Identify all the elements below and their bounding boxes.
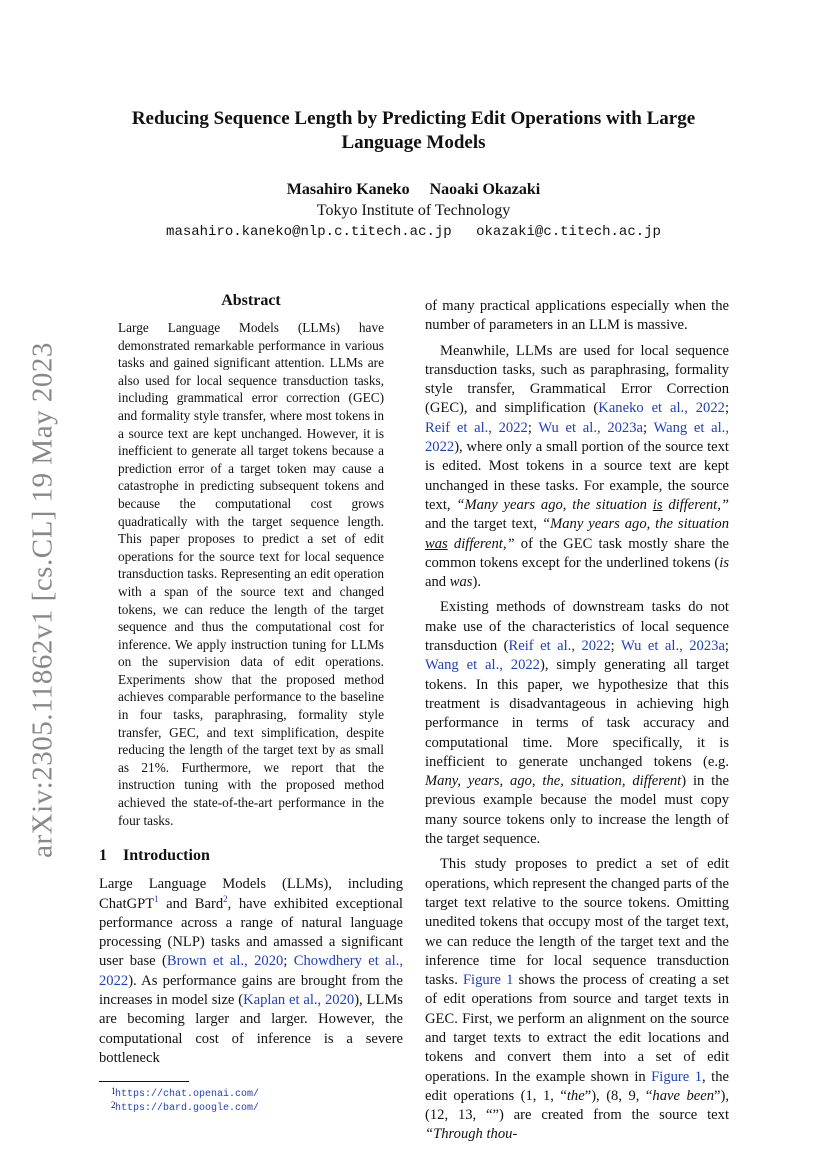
citation-link[interactable]: Wu et al., 2023a bbox=[538, 419, 643, 436]
author-email[interactable]: masahiro.kaneko@nlp.c.titech.ac.jp bbox=[166, 224, 452, 240]
abstract-heading: Abstract bbox=[221, 292, 281, 309]
email-list bbox=[90, 224, 737, 240]
footnote-mark[interactable]: 2 bbox=[223, 893, 228, 904]
paragraph-proposal: This study proposes to predict a set of edit operations, which represent the changed parts of the target text relative to the source tokens. Omitting unedited tokens that occupy most of the target text, we can reduce the length of the target text and the inference time for local sequence transduction tasks. Figure 1 shows the process of creating a set of edit operations from source and target texts in GEC. First, we perform an alignment on the source and target texts to extract the edit locations and tokens and convert them into a set of edit operations. In the example shown in Figure 1, the edit operations (1, 1, “the”), (8, 9, “have been”), (12, 13, “”) are created from the source text “Through thou- bbox=[425, 856, 730, 1143]
citation-link[interactable]: Brown et al., 2020 bbox=[166, 953, 284, 970]
author-name: Naoaki Okazaki bbox=[429, 181, 541, 198]
figure-reference-link[interactable]: Figure 1 bbox=[462, 972, 514, 989]
section-title-text: Introduction bbox=[123, 847, 210, 865]
citation-link[interactable]: Wang et al., 2022 bbox=[425, 419, 729, 456]
affiliation: Tokyo Institute of Technology bbox=[316, 202, 511, 219]
section-number: 1 bbox=[99, 847, 107, 865]
abstract-text: Large Language Models (LLMs) have demonstrated remarkable performance in various tasks and gained significant attention. LLMs are also used for local sequence transduction tasks, including grammatical error correction (GEC) and formality style transfer, where most tokens in a source text are kept unchanged. However, it is inefficient to generate all target tokens because a prediction error of a target token may cause a catastrophe in predicting subsequent tokens and because the computational cost grows quadratically with the target sequence length. This paper proposes to predict a set of edit operations for the source text for local sequence transduction tasks. Representing an edit operation with a span of the source text and changed tokens, we can reduce the length of the target sequence and thus the computational cost for inference. We apply instruction tuning for LLMs on the supervision data of edit operations. Experiments show that the proposed method achieves comparable performance to the baseline in four tasks, paraphrasing, formality style transfer, GEC, and text simplification, despite reducing the length of the target text by as small as 21%. Furthermore, we report that the instruction tuning with the proposed method achieved the state-of-the-art performance in the four tasks. bbox=[118, 320, 384, 828]
figure-reference-link[interactable]: Figure 1 bbox=[651, 1068, 703, 1085]
citation-link[interactable]: Chowdhery et al., 2022 bbox=[99, 953, 403, 989]
footnote-divider bbox=[99, 1081, 189, 1082]
author-list bbox=[90, 181, 737, 199]
arxiv-identifier-stamp bbox=[26, 342, 59, 858]
right-column bbox=[425, 297, 729, 1145]
paragraph-local-transduction: Meanwhile, LLMs are used for local sequence transduction tasks, such as paraphrasing, formality style transfer, Grammatical Error Correction (GEC), and simplification (Kaneko et al., 2022; Reif et al., 2022; Wu et al., 2023a; Wang et al., 2022), where only a small portion of the source text is edited. Most tokens in a source text are kept unchanged in these tasks. For example, the source text, “Many years ago, the situation is different,” and the target text, “Many years ago, the situation was different,” of the GEC task mostly share the common tokens except for the underlined tokens (is and was). bbox=[425, 342, 729, 591]
footnote-2[interactable]: 2 https://bard.google.com/ bbox=[111, 1100, 260, 1115]
intro-paragraph: Large Language Models (LLMs), including ChatGPT$^1$ and Bard$^2$, have exhibited exceptional performance across a range of natural language processing (NLP) tasks and amassed a significant user base (Brown et al., 2020; Chowdhery et al., 2022). As performance gains are brought from the increases in model size (Kaplan et al., 2020), LLMs are becoming larger and larger. However, the computational cost of inference is a severe bottleneck bbox=[99, 876, 403, 1066]
citation-link[interactable]: Kaplan et al., 2020 bbox=[243, 992, 355, 1008]
author-email[interactable]: okazaki@c.titech.ac.jp bbox=[476, 224, 661, 240]
citation-link[interactable]: Reif et al., 2022 bbox=[425, 419, 528, 436]
footnote-1[interactable]: 1 https://chat.openai.com/ bbox=[111, 1086, 260, 1101]
footnote-url[interactable]: https://bard.google.com/ bbox=[115, 1103, 260, 1115]
paragraph-existing-methods: Existing methods of downstream tasks do not make use of the characteristics of local sequence transduction (Reif et al., 2022; Wu et al., 2023a; Wang et al., 2022), simply generating all target tokens. In this paper, we hypothesize that this treatment is disadvantageous in achieving high performance in terms of task accuracy and computational time. More specifically, it is inefficient to generate unchanged tokens (e.g. Many, years, ago, the, situation, different) in the previous example because the model must copy many source tokens only to increase the length of the target sequence. bbox=[425, 599, 729, 848]
citation-link[interactable]: Kaneko et al., 2022 bbox=[598, 400, 725, 417]
citation-link[interactable]: Wang et al., 2022 bbox=[425, 657, 540, 674]
left-column bbox=[99, 292, 403, 1116]
arxiv-id-text: arXiv:2305.11862v1 [cs.CL] 19 May 2023 bbox=[26, 342, 59, 858]
footnote-mark[interactable]: 1 bbox=[154, 893, 159, 904]
author-name: Masahiro Kaneko bbox=[286, 181, 410, 198]
paper-title: Reducing Sequence Length by Predicting Edit Operations with Large Language Models bbox=[131, 108, 696, 153]
section-heading-introduction bbox=[99, 847, 403, 865]
citation-link[interactable]: Reif et al., 2022 bbox=[508, 638, 611, 655]
footnote-url[interactable]: https://chat.openai.com/ bbox=[115, 1089, 260, 1101]
citation-link[interactable]: Wu et al., 2023a bbox=[620, 638, 725, 655]
paragraph-continued: of many practical applications especially when the number of parameters in an LLM is massive. bbox=[425, 298, 729, 334]
